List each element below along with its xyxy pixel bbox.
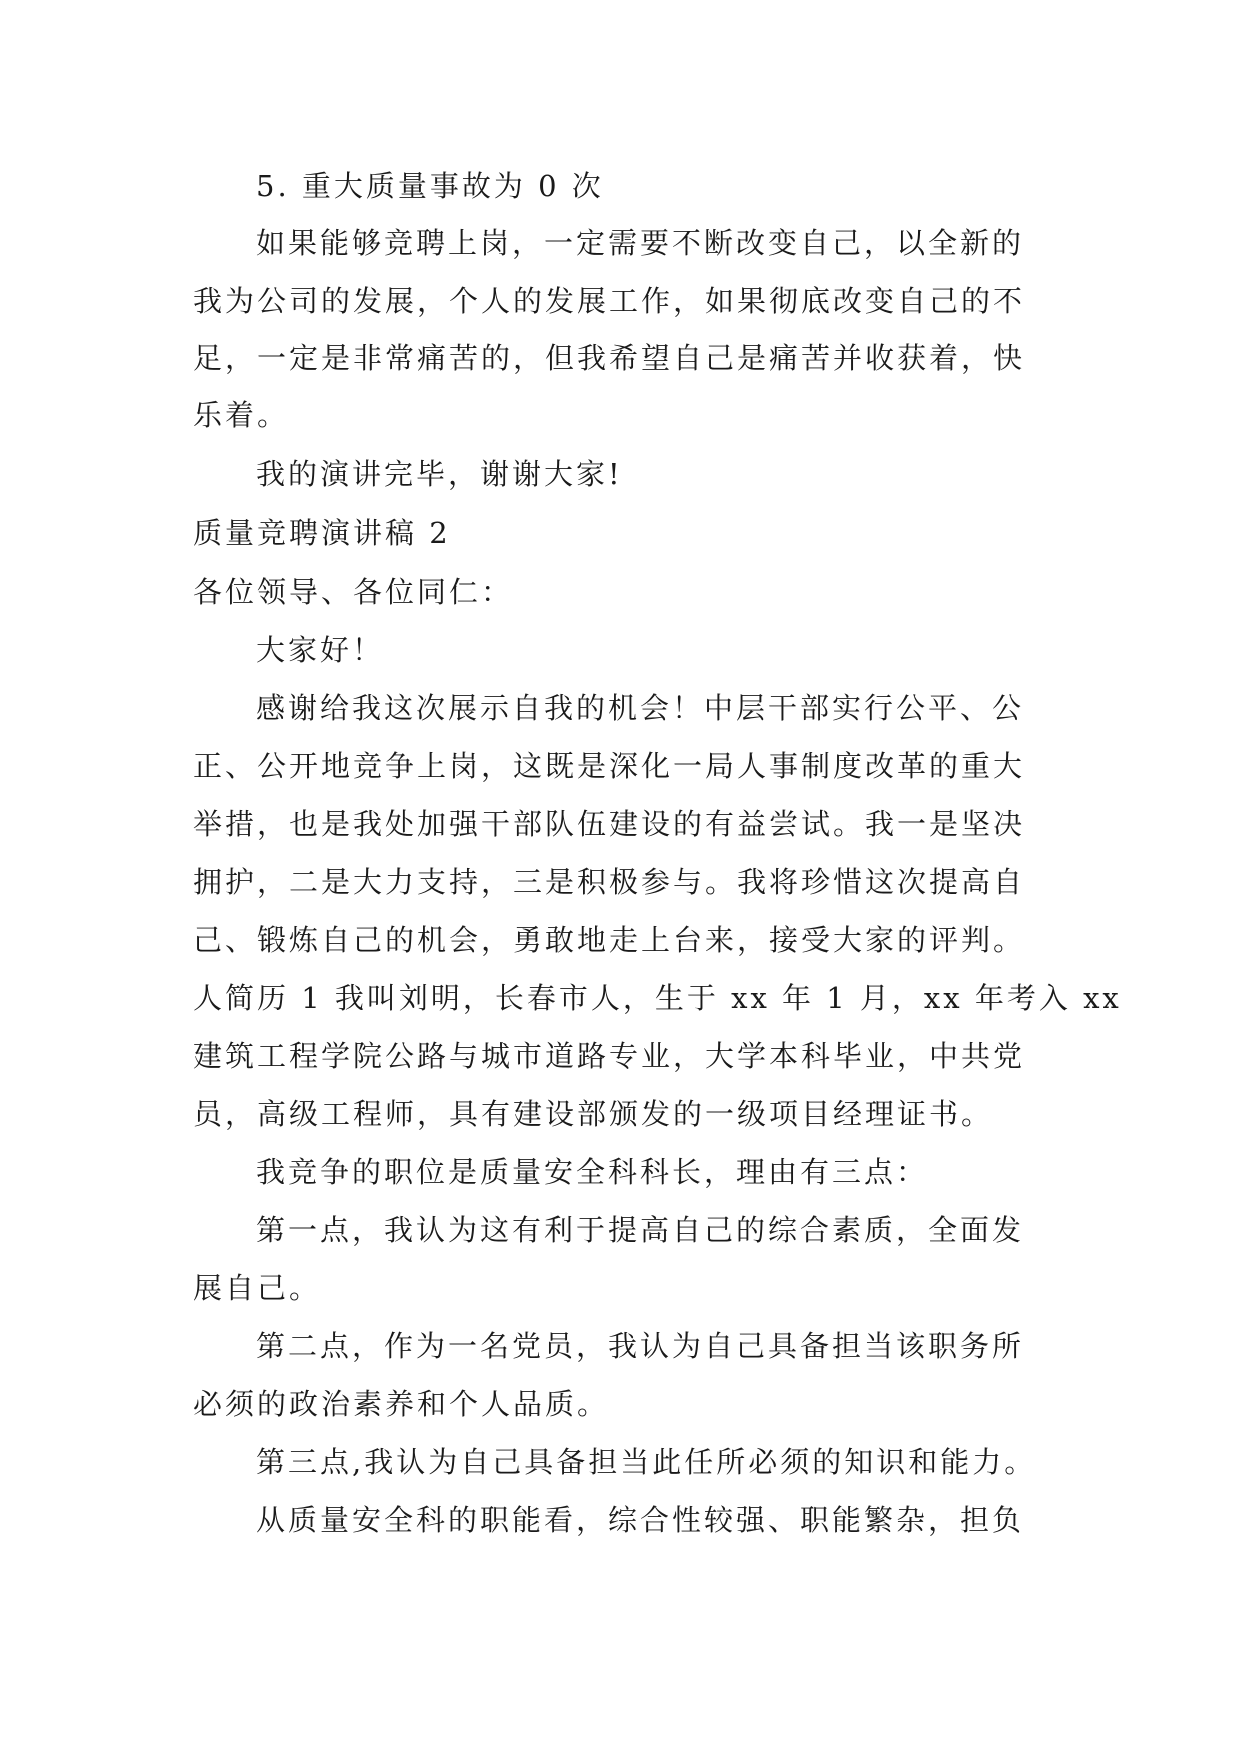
- paragraph-line: 建筑工程学院公路与城市道路专业，大学本科毕业，中共党: [193, 1039, 1026, 1073]
- section-title: 质量竞聘演讲稿 2: [193, 516, 451, 550]
- paragraph-line: 举措，也是我处加强干部队伍建设的有益尝试。我一是坚决: [193, 807, 1026, 841]
- paragraph-line: 乐着。: [193, 398, 290, 432]
- paragraph-line: 我的演讲完毕，谢谢大家!: [256, 457, 623, 491]
- paragraph-line: 第一点，我认为这有利于提高自己的综合素质，全面发: [256, 1213, 1025, 1247]
- paragraph-line: 感谢给我这次展示自我的机会！中层干部实行公平、公: [256, 691, 1025, 725]
- paragraph-line: 第二点，作为一名党员，我认为自己具备担当该职务所: [256, 1329, 1025, 1363]
- paragraph-line: 人简历 1 我叫刘明，长春市人，生于 xx 年 1 月，xx 年考入 xx: [193, 981, 1122, 1015]
- paragraph-line: 我为公司的发展，个人的发展工作，如果彻底改变自己的不: [193, 284, 1026, 318]
- paragraph-line: 我竞争的职位是质量安全科科长，理由有三点：: [256, 1155, 929, 1189]
- paragraph-line: 第三点,我认为自己具备担当此任所必须的知识和能力。: [256, 1445, 1037, 1479]
- paragraph-line: 必须的政治素养和个人品质。: [193, 1387, 610, 1421]
- paragraph-line: 拥护，二是大力支持，三是积极参与。我将珍惜这次提高自: [193, 865, 1026, 899]
- paragraph-line: 足，一定是非常痛苦的，但我希望自己是痛苦并收获着，快: [193, 341, 1026, 375]
- paragraph-line: 5. 重大质量事故为 0 次: [256, 169, 604, 203]
- greeting: 大家好！: [256, 633, 385, 667]
- paragraph-line: 正、公开地竞争上岗，这既是深化一局人事制度改革的重大: [193, 749, 1026, 783]
- paragraph-line: 从质量安全科的职能看，综合性较强、职能繁杂，担负: [256, 1503, 1025, 1537]
- salutation: 各位领导、各位同仁：: [193, 575, 514, 609]
- paragraph-line: 展自己。: [193, 1271, 322, 1305]
- paragraph-line: 己、锻炼自己的机会，勇敢地走上台来，接受大家的评判。: [193, 923, 1026, 957]
- paragraph-line: 如果能够竞聘上岗，一定需要不断改变自己，以全新的: [256, 226, 1025, 260]
- paragraph-line: 员，高级工程师，具有建设部颁发的一级项目经理证书。: [193, 1097, 994, 1131]
